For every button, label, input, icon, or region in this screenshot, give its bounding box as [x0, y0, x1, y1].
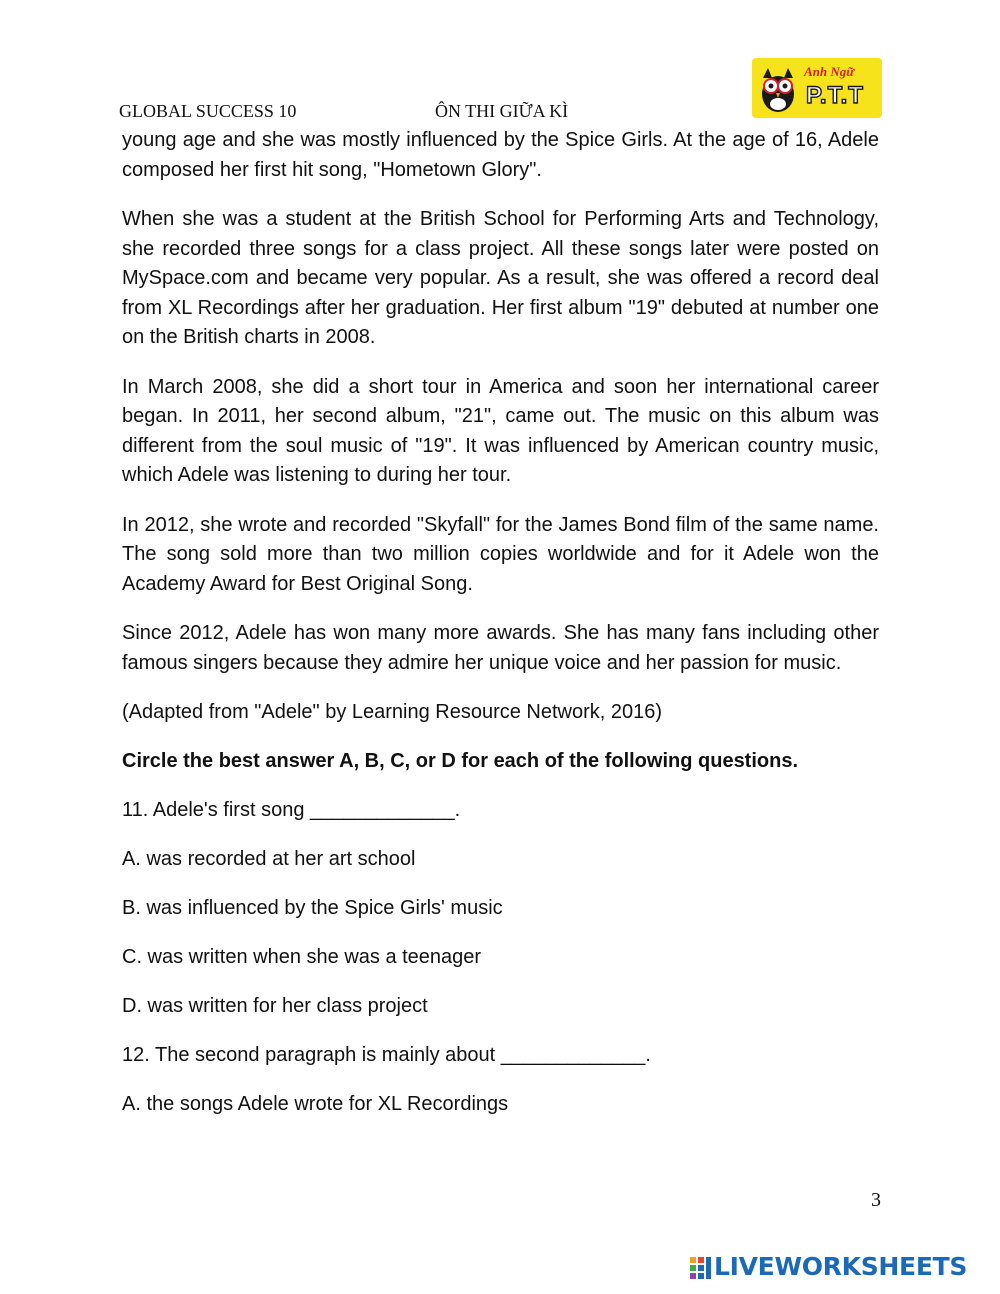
- logo-small-text: Anh Ngữ: [804, 64, 855, 79]
- passage-paragraph-1: young age and she was mostly influenced by the Spice Girls. At the age of 16, Adele composed her first hit song, "Hometown Glory".: [122, 129, 879, 181]
- worksheet-content: [122, 126, 879, 1139]
- question-11-option-d[interactable]: D. was written for her class project: [122, 995, 428, 1017]
- liveworksheets-wordmark: LIVEWORKSHEETS: [714, 1252, 968, 1281]
- passage-paragraph-4: In 2012, she wrote and recorded "Skyfall" for the James Bond film of the same name. The song sold more than two million copies worldwide and for it Adele won the Academy Award for Best Original Song.: [122, 513, 879, 595]
- passage-paragraph-2: When she was a student at the British School for Performing Arts and Technology, she recorded three songs for a class project. All these songs later were posted on MySpace.com and became very popular. As a result, she was offered a record deal from XL Recordings after her graduation. Her first album "19" debuted at number one on the British charts in 2008.: [122, 208, 879, 348]
- school-logo: [752, 58, 882, 118]
- owl-icon: [758, 64, 798, 114]
- passage-paragraph-5: Since 2012, Adele has won many more awards. She has many fans including other famous singers because they admire her unique voice and her passion for music.: [122, 622, 879, 674]
- passage-source: (Adapted from "Adele" by Learning Resource Network, 2016): [122, 701, 663, 723]
- question-12-option-a[interactable]: A. the songs Adele wrote for XL Recordings: [122, 1093, 509, 1115]
- questions-instruction: Circle the best answer A, B, C, or D for each of the following questions.: [122, 750, 799, 772]
- question-11-option-a[interactable]: A. was recorded at her art school: [122, 848, 416, 870]
- header-title: GLOBAL SUCCESS 10: [119, 101, 297, 121]
- header-subtitle: ÔN THI GIỮA KÌ: [435, 101, 569, 121]
- page-number: 3: [871, 1189, 881, 1211]
- question-11-option-c[interactable]: C. was written when she was a teenager: [122, 946, 482, 968]
- question-11: 11. Adele's first song _____________.: [122, 799, 461, 821]
- question-11-option-b[interactable]: B. was influenced by the Spice Girls' music: [122, 897, 503, 919]
- liveworksheets-logo-icon: [690, 1257, 712, 1279]
- logo-main-text: P.T.T: [806, 82, 864, 109]
- passage-paragraph-3: In March 2008, she did a short tour in America and soon her international career began. In 2011, her second album, "21", came out. The music on this album was different from the soul music of "19". It was influenced by American country music, which Adele was listening to during her tour.: [122, 375, 879, 486]
- question-12: 12. The second paragraph is mainly about _____________.: [122, 1044, 651, 1066]
